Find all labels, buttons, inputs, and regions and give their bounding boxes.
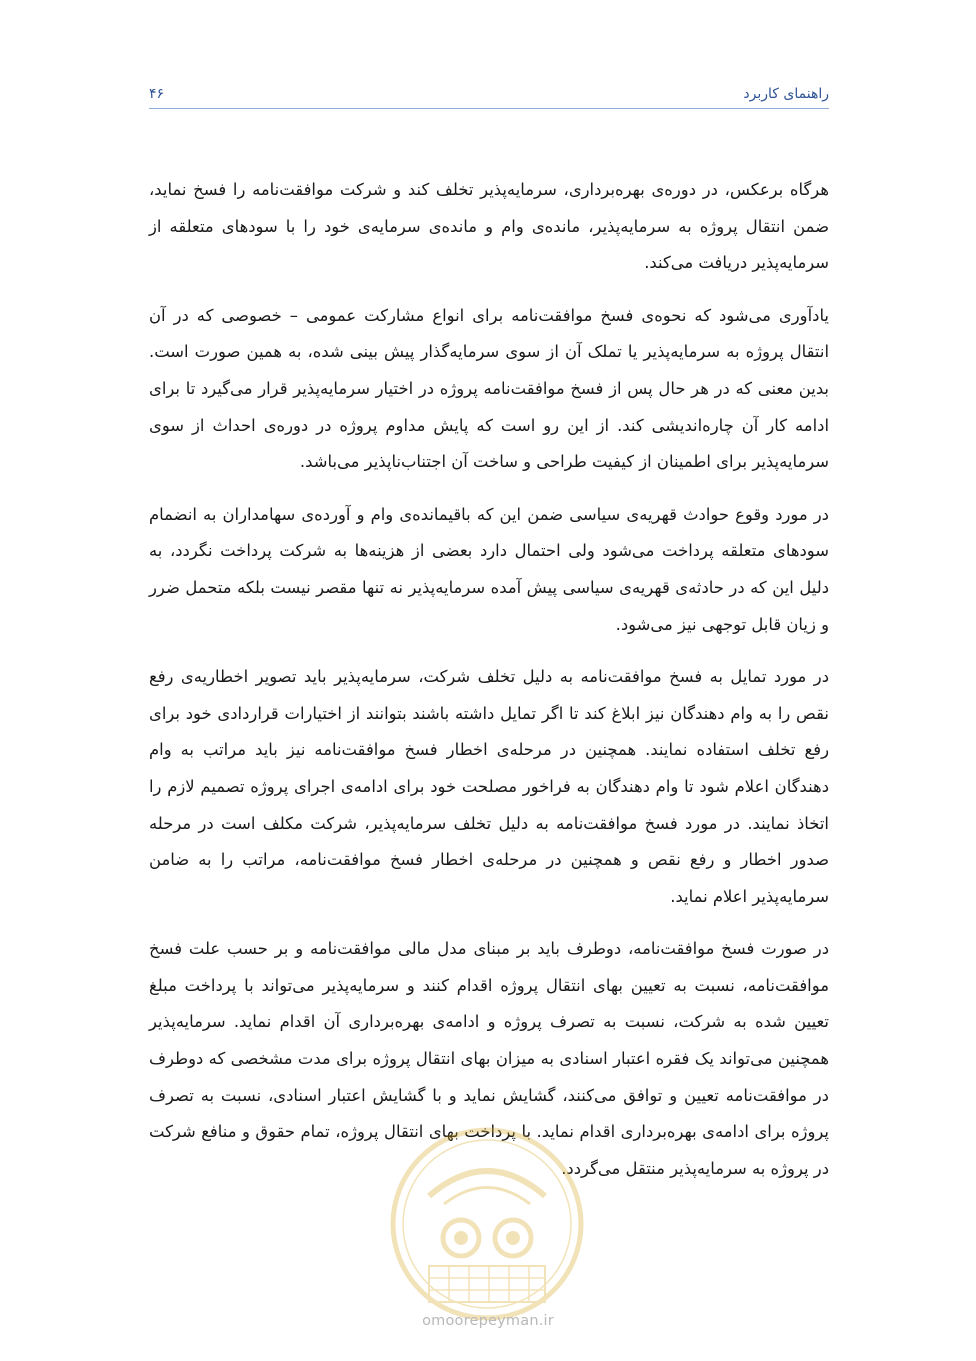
document-body xyxy=(149,172,829,1203)
watermark-site-text: omoorepeyman.ir xyxy=(422,1313,554,1329)
page-header xyxy=(149,82,829,109)
watermark-logo-icon xyxy=(389,1126,585,1322)
paragraph: در مورد تمایل به فسخ موافقت‌نامه به دلیل تخلف شرکت، سرمایه‌پذیر باید تصویر اخطاریه‌ی رفع نقص را به وام دهندگان نیز ابلاغ کند تا اگر تمایل داشته باشند بتوانند از اختیارات قراردادی خود برای رفع تخلف استفاده نمایند. همچنین در مرحله‌ی اخطار فسخ موافقت‌نامه نیز باید مراتب به وام دهندگان اعلام شود تا وام دهندگان به فراخور مصلحت خود برای ادامه‌ی اجرای پروژه تصمیم لازم را اتخاذ نمایند. در مورد فسخ موافقت‌نامه به دلیل تخلف سرمایه‌پذیر، شرکت مکلف است در مرحله صدور اخطار و رفع نقص و همچنین در مرحله‌ی اخطار فسخ موافقت‌نامه، مراتب را به ضامن سرمایه‌پذیر اعلام نماید. xyxy=(149,667,829,906)
page-number: ۴۶ xyxy=(149,86,165,102)
paragraph: در مورد وقوع حوادث قهریه‌ی سیاسی ضمن این که باقیمانده‌ی وام و آورده‌ی سهامداران به انضمام سودهای متعلقه پرداخت می‌شود ولی احتمال دارد بعضی از هزینه‌ها به شرکت پرداخت نگردد، به دلیل این که در حادثه‌ی قهریه‌ی سیاسی پیش آمده سرمایه‌پذیر نه تنها مقصر نیست بلکه متحمل ضرر و زیان قابل توجهی نیز می‌شود. xyxy=(149,504,829,634)
paragraph: هرگاه برعکس، در دوره‌ی بهره‌برداری، سرمایه‌پذیر تخلف کند و شرکت موافقت‌نامه را فسخ نماید، ضمن انتقال پروژه به سرمایه‌پذیر، مانده‌ی وام و مانده‌ی سرمایه‌ی خود را با سودهای متعلقه از سرمایه‌پذیر دریافت می‌کند. xyxy=(149,180,829,273)
paragraph: در صورت فسخ موافقت‌نامه، دوطرف باید بر مبنای مدل مالی موافقت‌نامه و بر حسب علت فسخ موافقت‌نامه، نسبت به تعیین بهای انتقال پروژه اقدام کنند و سرمایه‌پذیر می‌تواند با پرداخت مبلغ تعیین شده به شرکت، نسبت به تصرف پروژه و ادامه‌ی بهره‌برداری آن اقدام نماید. سرمایه‌پذیر همچنین می‌تواند یک فقره اعتبار اسنادی به میزان بهای انتقال پروژه برای مدت مشخصی که دوطرف در موافقت‌نامه تعیین و توافق می‌کنند، گشایش نماید و با گشایش اعتبار اسنادی، نسبت به تصرف پروژه برای ادامه‌ی بهره‌برداری اقدام نماید. با پرداخت بهای انتقال پروژه، تمام حقوق و منافع شرکت در پروژه به سرمایه‌پذیر منتقل می‌گردد. xyxy=(149,939,829,1178)
paragraph: یادآوری می‌شود که نحوه‌ی فسخ موافقت‌نامه برای انواع مشارکت عمومی – خصوصی که در آن انتقال پروژه به سرمایه‌پذیر یا تملک آن از سوی سرمایه‌گذار پیش بینی شده، به همین صورت است. بدین معنی که در هر حال پس از فسخ موافقت‌نامه پروژه در اختیار سرمایه‌پذیر قرار می‌گیرد تا برای ادامه کار آن چاره‌اندیشی کند. از این رو است که پایش مداوم پروژه در دوره‌ی احداث از سوی سرمایه‌پذیر برای اطمینان از کیفیت طراحی و ساخت آن اجتناب‌ناپذیر می‌باشد. xyxy=(149,305,829,472)
header-title: راهنمای کاربرد xyxy=(743,86,829,102)
